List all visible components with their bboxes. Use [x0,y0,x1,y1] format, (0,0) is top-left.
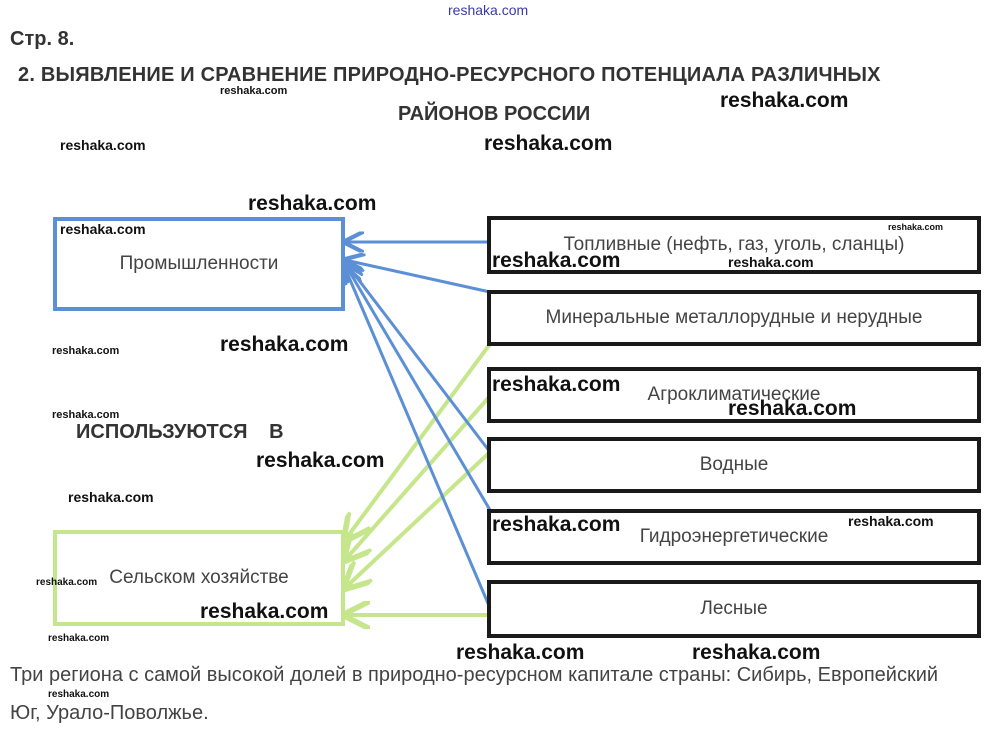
industry-arrow [345,268,490,608]
title-line-2: РАЙОНОВ РОССИИ [398,103,591,125]
industry-arrow [345,264,490,510]
watermark: reshaka.com [220,85,288,97]
resource-mineral-label: Минеральные металлорудные и нерудные [545,307,923,328]
watermark: reshaka.com [248,192,377,215]
resource-water-box [487,437,981,493]
page-label: Стр. 8. [10,28,75,50]
watermark: reshaka.com [492,249,621,272]
watermark: reshaka.com [68,489,154,505]
watermark: reshaka.com [728,397,857,420]
watermark: reshaka.com [48,633,110,644]
watermark: reshaka.com [48,689,110,700]
industry-arrow [345,262,490,452]
watermark: reshaka.com [728,254,814,270]
watermark: reshaka.com [448,2,529,18]
watermark: reshaka.com [52,409,120,421]
watermark: reshaka.com [60,137,146,153]
watermark: reshaka.com [60,221,146,237]
watermark: reshaka.com [220,333,349,356]
agriculture-label: Сельском хозяйстве [109,567,289,588]
industry-label: Промышленности [119,253,279,274]
resource-water-label: Водные [699,454,769,475]
watermark: reshaka.com [200,600,329,623]
watermark: reshaka.com [848,513,934,529]
watermark: reshaka.com [456,641,585,664]
resource-forest-label: Лесные [700,598,768,619]
watermark: reshaka.com [720,89,849,112]
resource-forest-box [487,580,981,638]
title-line-1: 2. ВЫЯВЛЕНИЕ И СРАВНЕНИЕ ПРИРОДНО-РЕСУРСНОГО ПОТЕНЦИАЛА РАЗЛИЧНЫХ [18,64,881,86]
resource-hydro-label: Гидроэнергетические [639,526,829,547]
watermark: reshaka.com [36,577,98,588]
agriculture-arrow [345,396,490,560]
watermark: reshaka.com [492,373,621,396]
watermark: reshaka.com [52,345,120,357]
agriculture-arrow [345,344,490,540]
used-in-label: ИСПОЛЬЗУЮТСЯ В [76,421,284,443]
watermark: reshaka.com [888,222,944,232]
watermark: reshaka.com [492,513,621,536]
resource-fuel-label: Топливные (нефть, газ, уголь, сланцы) [563,234,905,255]
resource-agroclimatic-label: Агроклиматические [647,384,821,405]
industry-arrow [345,260,490,292]
footer-text: Три региона с самой высокой долей в природно-ресурсном капитале страны: Сибирь, Европейский Юг, Урало-Поволжье. [10,664,939,724]
resource-mineral-box [487,290,981,346]
watermark: reshaka.com [256,449,385,472]
watermark: reshaka.com [692,641,821,664]
watermark: reshaka.com [484,132,613,155]
